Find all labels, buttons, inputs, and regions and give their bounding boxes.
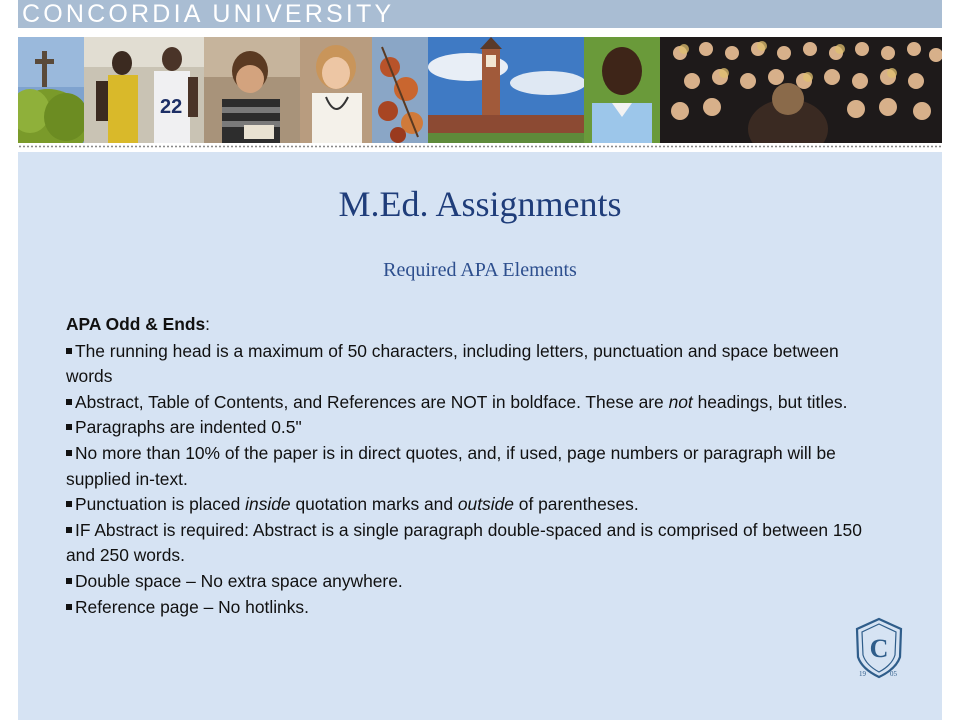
nurse-student-photo [300,37,372,143]
bullet-text: Paragraphs are indented 0.5" [75,417,302,438]
bullet-text: of parentheses. [513,494,639,515]
header-banner [18,0,942,28]
dotted-divider [18,145,942,148]
bullet-square-icon [66,501,72,507]
autumn-leaves-photo [372,37,428,143]
bullet-square-icon [66,604,72,610]
bullet-item [66,518,882,569]
slide-title: M.Ed. Assignments [338,184,622,224]
bullet-square-icon [66,578,72,584]
bullet-list [66,339,882,621]
italic-text: not [668,391,693,412]
bell-tower-photo [428,37,584,143]
student-reading-photo [204,37,300,143]
bullet-item [66,441,882,492]
section-heading-colon: : [205,314,210,334]
bullet-square-icon [66,348,72,354]
slide-subtitle: Required APA Elements [383,259,577,281]
bullet-square-icon [66,424,72,430]
bullet-item [66,492,882,518]
campus-cross-photo [18,37,84,143]
bullet-text: IF Abstract is required: Abstract is a single paragraph double-spaced and is comprised of between 150 and 250 words. [66,519,862,566]
svg-text:22: 22 [160,96,183,118]
concordia-seal-logo [854,617,904,679]
bullet-text: headings, but titles. [692,391,848,412]
photo-strip [18,37,942,143]
italic-text: inside [245,494,291,515]
italic-text: outside [457,494,514,515]
bullet-text: Punctuation is placed [75,494,246,515]
seal-letter: C [869,634,889,663]
bullet-square-icon [66,450,72,456]
seal-year-right: 05 [890,670,897,678]
bullet-text: Abstract, Table of Contents, and References are NOT in boldface. These are [75,391,669,412]
bullet-text: The running head is a maximum of 50 characters, including letters, punctuation and space between words [66,340,839,387]
section-heading: APA Odd & Ends [66,314,206,334]
section-heading-line [66,312,882,338]
slide-body [66,312,882,620]
bullet-item [66,390,882,416]
bullet-square-icon [66,527,72,533]
bullet-item [66,415,882,441]
bullet-text: No more than 10% of the paper is in direct quotes, and, if used, page numbers or paragraph will be supplied in-text. [66,442,836,489]
student-portrait-photo [584,37,660,143]
choir-photo [660,37,942,143]
bullet-text: Reference page – No hotlinks. [75,596,309,617]
bullet-square-icon [66,399,72,405]
basketball-photo [84,37,204,143]
bullet-item [66,569,882,595]
bullet-text: quotation marks and [290,494,458,515]
university-name: CONCORDIA UNIVERSITY [22,0,395,28]
bullet-item [66,595,882,621]
bullet-item [66,339,882,390]
bullet-text: Double space – No extra space anywhere. [75,570,403,591]
seal-year-left: 19 [859,670,866,678]
